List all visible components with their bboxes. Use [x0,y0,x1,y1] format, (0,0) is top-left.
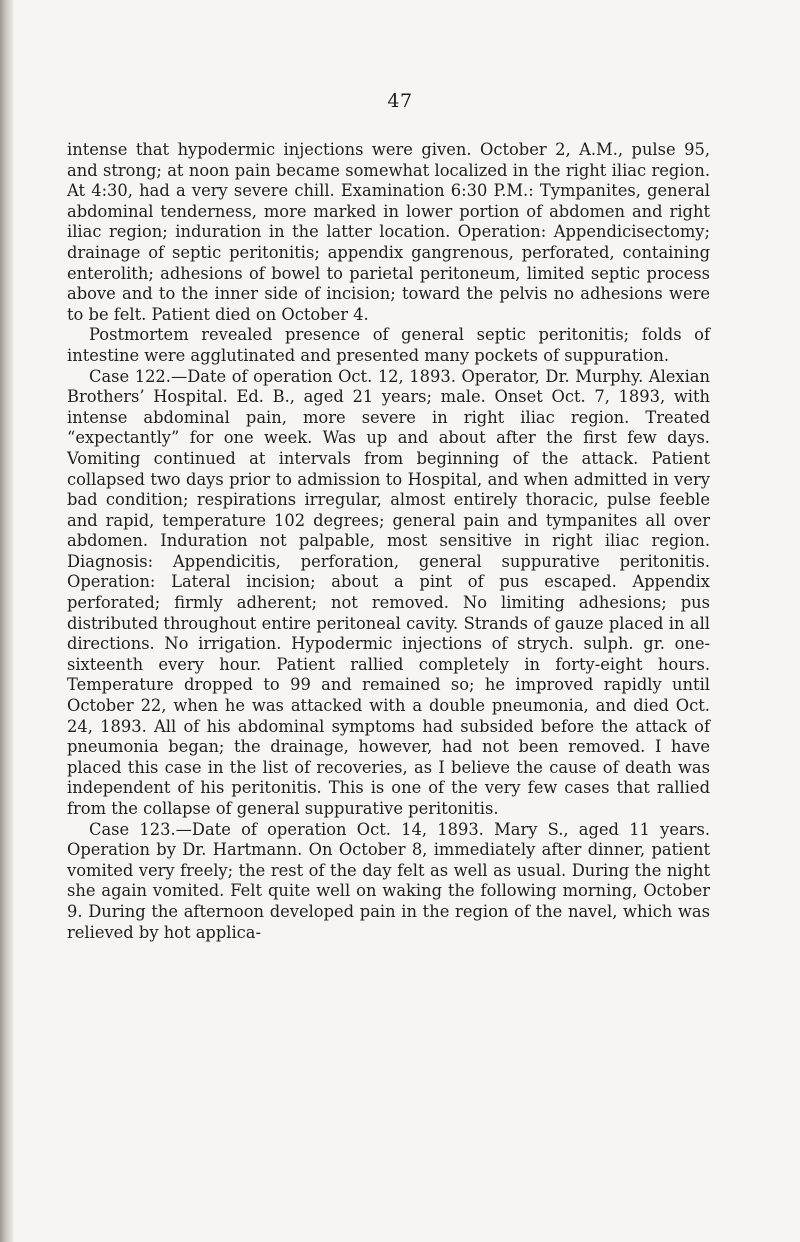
paragraph-postmortem: Postmortem revealed presence of general septic peritonitis; folds of intestine were agglutinated and presented many pockets of suppuration. [67,325,710,365]
page-number: 47 [387,90,413,112]
paragraph-case-122: Case 122.—Date of operation Oct. 12, 1893. Operator, Dr. Murphy. Alexian Brothers’ Hospital. Ed. B., aged 21 years; male. Onset Oct. 7, 1893, with intense abdominal pain, more severe in right iliac region. Treated “expectantly” for one week. Was up and about after the first few days. Vomiting continued at intervals from beginning of the attack. Patient collapsed two days prior to admission to Hospital, and when admitted in very bad condition; respirations irregular, almost entirely thoracic, pulse feeble and rapid, temperature 102 degrees; general pain and tympanites all over abdomen. Induration not palpable, most sensitive in right iliac region. Diagnosis: Appendicitis, perforation, general suppurative peritonitis. Operation: Lateral incision; about a pint of pus escaped. Appendix perforated; firmly adherent; not removed. No limiting adhesions; pus distributed throughout entire peritoneal cavity. Strands of gauze placed in all directions. No irrigation. Hypodermic injections of strych. sulph. gr. one-sixteenth every hour. Patient rallied completely in forty-eight hours. Temperature dropped to 99 and remained so; he improved rapidly until October 22, when he was attacked with a double pneumonia, and died Oct. 24, 1893. All of his abdominal symptoms had subsided before the attack of pneumonia began; the drainage, however, had not been removed. I have placed this case in the list of recoveries, as I believe the cause of death was independent of his peritonitis. This is one of the very few cases that rallied from the collapse of general suppurative peritonitis. [67,366,710,818]
paragraph-continuation: intense that hypodermic injections were given. October 2, A.M., pulse 95, and strong; at noon pain became somewhat localized in the right iliac region. At 4:30, had a very severe chill. Examination 6:30 P.M.: Tympanites, general abdominal tenderness, more marked in lower portion of abdomen and right iliac region; induration in the latter location. Operation: Appendicisectomy; drainage of septic peritonitis; appendix gangrenous, perforated, containing enterolith; adhesions of bowel to parietal peritoneum, limited septic process above and to the inner side of incision; toward the pelvis no adhesions were to be felt. Patient died on October 4. [67,140,710,324]
page-body [67,140,710,943]
paragraph-case-123: Case 123.—Date of operation Oct. 14, 1893. Mary S., aged 11 years. Operation by Dr. Hartmann. On October 8, immediately after dinner, patient vomited very freely; the rest of the day felt as well as usual. During the night she again vomited. Felt quite well on waking the following morning, October 9. During the afternoon developed pain in the region of the navel, which was relieved by hot applica- [67,819,710,942]
page-gutter-shadow [0,0,14,1242]
